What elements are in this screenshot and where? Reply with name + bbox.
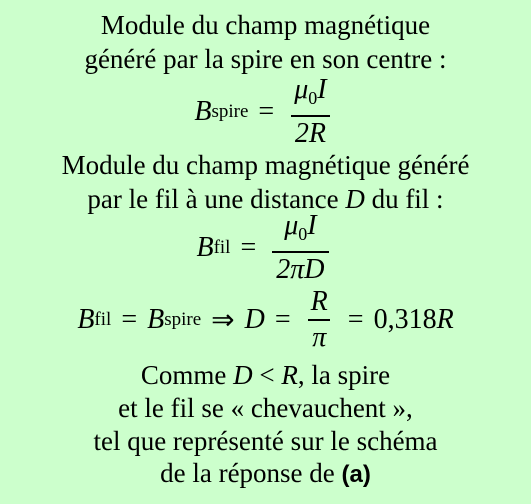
symbol-d: D bbox=[244, 304, 265, 335]
text-line-3: Module du champ magnétique généré bbox=[61, 150, 470, 180]
text-line-6: et le fil se « chevauchent », bbox=[118, 393, 413, 423]
denominator: 2R bbox=[291, 115, 330, 149]
fraction bbox=[290, 75, 330, 149]
equals-sign: = bbox=[274, 304, 291, 335]
symbol-r: R bbox=[436, 304, 454, 335]
subscript-spire: spire bbox=[211, 101, 249, 122]
answer-reference: (a) bbox=[341, 461, 371, 488]
equation-d-result bbox=[0, 286, 531, 354]
text-line-7: tel que représenté sur le schéma bbox=[93, 426, 438, 456]
fraction bbox=[307, 287, 332, 353]
text-line-4: par le fil à une distance D du fil : bbox=[87, 184, 444, 214]
text-line-2: généré par la spire en son centre : bbox=[84, 44, 447, 74]
denominator: 2πD bbox=[272, 251, 328, 285]
equation-b-fil bbox=[0, 210, 531, 285]
numerator: $\mu_0I$ bbox=[284, 210, 317, 244]
equals-sign: = bbox=[121, 304, 138, 335]
symbol-b: B bbox=[147, 304, 165, 335]
symbol-b: B bbox=[77, 304, 95, 335]
equals-sign: = bbox=[347, 304, 364, 335]
denominator: π bbox=[308, 319, 330, 353]
text-line-5: Comme D < R, la spire bbox=[140, 360, 391, 390]
equals-sign: = bbox=[258, 96, 275, 127]
implies-arrow: ⇒ bbox=[211, 305, 235, 336]
numerator: R bbox=[310, 286, 328, 317]
fraction bbox=[272, 211, 328, 285]
text-line-1: Module du champ magnétique bbox=[100, 10, 431, 40]
equation-b-spire bbox=[0, 74, 531, 149]
subscript-fil: fil bbox=[94, 309, 112, 330]
symbol-b: B bbox=[194, 96, 212, 127]
symbol-b: B bbox=[196, 232, 214, 263]
numeric-value: 0,318 bbox=[373, 304, 437, 335]
subscript-spire: spire bbox=[164, 309, 202, 330]
numerator: $\mu_0I$ bbox=[294, 74, 327, 108]
subscript-fil: fil bbox=[213, 237, 231, 258]
text-line-8: de la réponse de (a) bbox=[160, 458, 371, 488]
equals-sign: = bbox=[240, 232, 257, 263]
